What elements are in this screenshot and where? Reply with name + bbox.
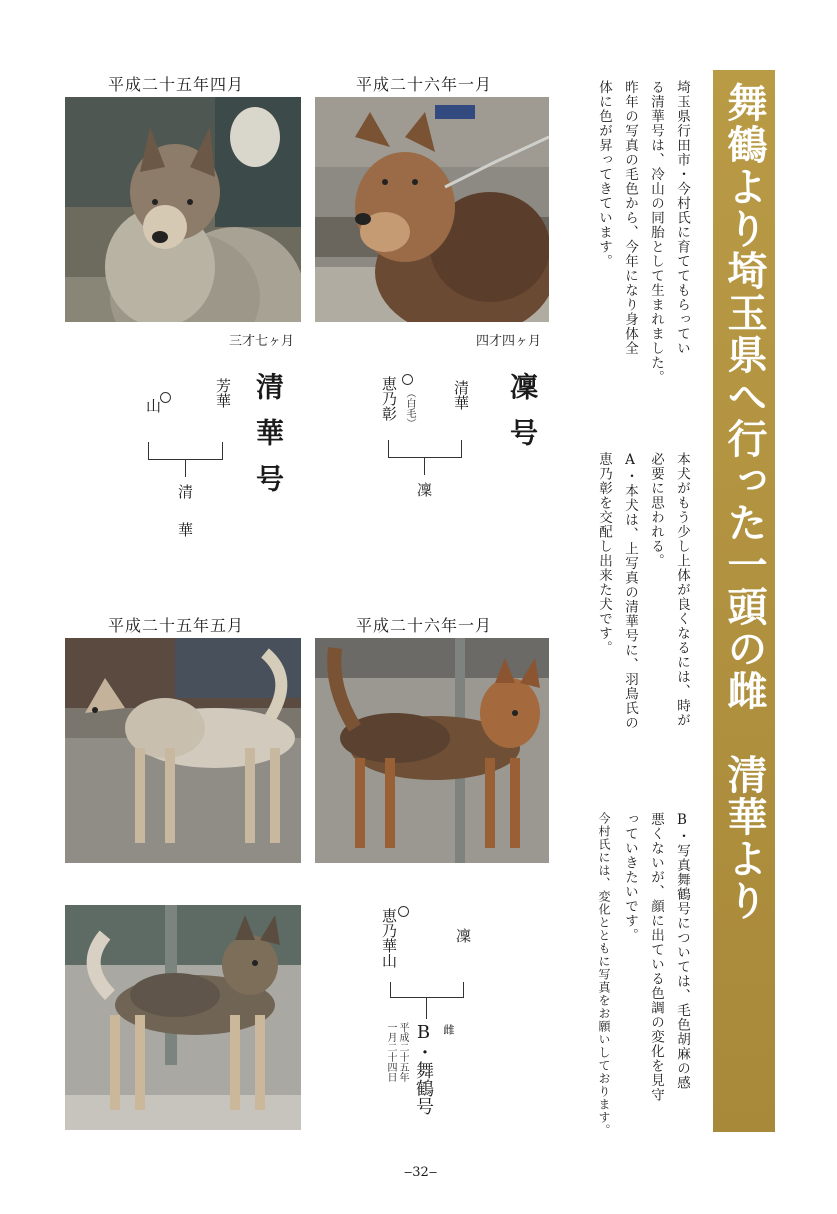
dog-photo-maizuru-2013	[65, 638, 301, 863]
text-line: っていきたいです。	[622, 812, 638, 943]
pedigree-rin-dam-marker	[402, 374, 413, 385]
photo2-date: 平成二十六年一月	[356, 75, 493, 94]
pedigree-seika-name: 清華号	[252, 372, 285, 510]
page-title: 舞鶴より埼玉県へ行った一頭の雌 清華より	[721, 82, 768, 922]
dog-photo-seika-2014	[315, 97, 549, 322]
text-line: 今村氏には、変化とともに写真をお願いしております。	[597, 812, 611, 1137]
dog-photo-seika-2013	[65, 97, 301, 322]
text-line: 悪くないが、顔に出ている色調の変化を見守	[648, 812, 664, 1102]
pedigree-maizuru-line	[426, 997, 427, 1019]
photo1-date: 平成二十五年四月	[108, 75, 245, 94]
photo3-date: 平成二十五年五月	[108, 616, 245, 635]
photo1-age: 三才七ヶ月	[229, 334, 295, 349]
text-paragraph-2	[570, 452, 695, 802]
pedigree-maizuru-dam: 恵乃華山	[380, 908, 398, 968]
pedigree-seika-child-1: 清	[176, 484, 194, 499]
pedigree-seika-sire: 芳華	[214, 378, 232, 408]
pedigree-rin-dam: 恵乃彰	[380, 376, 398, 421]
dog-photo-maizuru-2014	[315, 638, 549, 863]
pedigree-seika-line	[222, 442, 223, 460]
text-line: 昨年の写真の毛色から、今年になり身体全	[622, 80, 638, 356]
pedigree-rin-line	[388, 457, 462, 458]
pedigree-maizuru-dam-marker	[398, 906, 409, 917]
text-line: 体に色が昇ってきています。	[596, 80, 612, 269]
photo4-date: 平成二十六年一月	[356, 616, 493, 635]
pedigree-maizuru-line	[390, 997, 464, 998]
text-line: る清華号は、冷山の同胎として生まれました。	[648, 80, 664, 385]
text-line: 恵乃彰を交配し出来た犬です。	[596, 452, 612, 655]
text-line: 必要に思われる。	[648, 452, 664, 568]
text-line: 埼玉県行田市・今村氏に育ててもらってい	[674, 80, 690, 356]
pedigree-maizuru-line	[463, 982, 464, 998]
pedigree-seika-line	[185, 459, 186, 477]
pedigree-rin-line	[424, 457, 425, 475]
pedigree-rin-offspring: 凜	[415, 482, 433, 497]
pedigree-rin-dam-note: （白毛）	[404, 388, 415, 428]
text-line: 本犬がもう少し上体が良くなるには、時が	[674, 452, 690, 728]
pedigree-rin-line	[461, 440, 462, 458]
pedigree-rin-name: 凜号	[506, 372, 539, 464]
pedigree-seika-child-2: 華	[176, 522, 194, 537]
pedigree-maizuru-name: B・舞鶴号	[413, 1022, 434, 1115]
page-number: ‒32‒	[404, 1165, 438, 1180]
pedigree-seika-dam: 山	[144, 398, 162, 413]
text-paragraph-3	[570, 812, 695, 1142]
text-line: A・本犬は、上写真の清華号に、羽鳥氏の	[622, 452, 638, 730]
title-banner	[713, 70, 775, 1132]
pedigree-rin-sire: 清華	[452, 380, 470, 410]
pedigree-rin-line	[388, 440, 389, 458]
text-paragraph-1	[570, 80, 695, 410]
pedigree-maizuru-sex: 雌	[442, 1024, 455, 1035]
pedigree-maizuru-birth: 平成二十五年一月二十四日	[385, 1022, 408, 1082]
dog-photo-maizuru-standing	[65, 905, 301, 1130]
pedigree-maizuru-sire: 凜	[454, 928, 472, 943]
pedigree-maizuru-line	[390, 982, 391, 998]
photo2-age: 四才四ヶ月	[476, 334, 542, 349]
pedigree-seika-line	[148, 442, 149, 460]
text-line: B・写真舞鶴号については、毛色胡麻の感	[674, 812, 690, 1090]
